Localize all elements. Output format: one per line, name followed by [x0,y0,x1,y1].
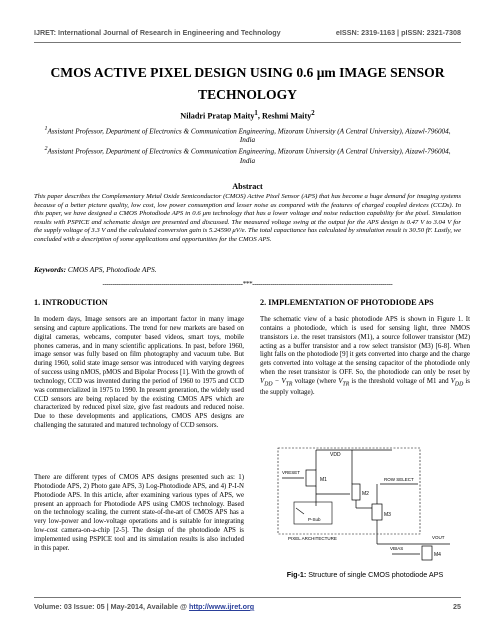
author-sep: , [257,111,262,121]
label-vbias: VBIAS [390,546,404,551]
label-m3: M3 [384,512,391,518]
pixel-boundary [278,448,420,534]
figure-caption [260,570,470,579]
section-2-paragraph-1: The schematic view of a basic photodiode APS is shown in Figure 1. It contains a photodiode, which is used for sensing light, three NMOS transistors i.e. the reset transistors (M1), a source follower transistor (M2) acting as a buffer transistor and a row select transistor (M3) [6-8]. When light falls on the photodiode [9] it gets converted into charge and the charge gets converted into voltage at the sensing capacitor of the photodiode only when the reset transistor is OFF. So, the photodiode can only be reset by $V_{DD} - V_{TR}$ voltage (where $V_{TR}$ is the threshold voltage of M1 and $V_{DD}$ is the supply voltage). [260,316,470,397]
abstract-heading: Abstract [232,182,263,191]
affiliation-2: $^2$Assistant Professor, Department of Electronics & Communication Engineering, Mizoram University (A Central University), Aizawl-796004, India [44,146,451,165]
running-header [34,28,461,37]
author-2-sup: 2 [311,110,315,117]
transistor-m1 [306,470,316,486]
section-1-paragraph-1: In modern days, Image sensors are an important factor in many image sensing and capture applications. The trend for new markets are based on digital cameras, webcams, computer based videos, smart toys, mobile phones cameras, and in many scientific applications. In past, before 1960, image sensor was fully based on film photography and vacuum tube. But during 1960, solid state image sensor was introduced with varying degrees of success using nMOS, pMOS and Bipolar Process [1]. With the growth of technology, CCD was invented during the period of 1960 to 1975 and CCD was commercialized in 1975 to 1990. In present generation, the widely used CCD sensors are being replaced by the existing CMOS APS which are characterized by reduced pixel size, give fast readouts and reduced noise. Due to these developments and applications, CMOS APS designs are challenging the saturated and matured technology of CCD sensors. [34,316,244,430]
author-2: Reshmi Maity [261,111,312,121]
label-m4: M4 [434,552,441,558]
label-m1: M1 [320,477,327,483]
section-1-heading: 1. INTRODUCTION [34,298,108,307]
affiliations [44,125,451,166]
label-pixel-architecture: PIXEL ARCHITECTURE [288,536,337,541]
figure-caption-text: Structure of single CMOS photodiode APS [306,570,444,579]
abstract-text: This paper describes the Complementary Metal Oxide Semiconductor (CMOS) Active Pixel Sensor (APS) that has become a huge demand for imaging systems because of a better picture quality, low cost, low power consumption and lesser noise as compared with the features of charged coupled devices (CCDs). In this paper, we have designed a CMOS Photodiode APS in 0.6 μm technology that has a lower voltage and noise reduction capability for the pixel. Simulation results with PSPICE and schematic design are presented and discussed. The measured voltage swing at the output for the APS design is 0.47 V to 3.04 V for the supply voltage of 3.3 V and the calculated conversion gain is 5.24590 μV/e. The total capacitance has calculated by simulation result is 30.50 fF. Lastly, we concluded with a description of some applications and opportunities for the CMOS APS. [34,193,461,243]
label-psub: P-Sub [308,517,321,522]
page-number: 25 [453,602,461,611]
label-vdd: VDD [330,452,341,458]
author-1-sup: 1 [254,110,258,117]
author-1: Niladri Pratap Maity [180,111,255,121]
keywords-text: CMOS APS, Photodiode APS. [66,265,157,274]
journal-name: IJRET: International Journal of Research in Engineering and Technology [34,28,281,37]
transistor-m2 [352,484,360,500]
label-vout: VOUT [432,535,445,540]
eq-v: V [260,377,265,385]
aps-schematic-figure [272,444,462,564]
light-arrow-icon [296,508,304,514]
section-separator: ---------------------------------------------------------------------***--------------------------------------------------------------------- [102,280,393,288]
volume-info: Volume: 03 Issue: 05 | May-2014, Available @ http://www.ijret.org [34,602,255,611]
keywords [34,265,157,274]
label-vreset: VRESET [282,470,301,475]
figure-label: Fig-1: [286,570,307,579]
footer-rule [34,597,461,598]
issn: eISSN: 2319-1163 | pISSN: 2321-7308 [335,28,461,37]
affiliation-1: $^1$Assistant Professor, Department of Electronics & Communication Engineering, Mizoram University (A Central University), Aizawl-796004, India [44,126,451,145]
header-rule [34,42,461,43]
transistor-m4 [422,546,432,560]
transistor-m3 [372,504,382,520]
section-1-paragraph-2: There are different types of CMOS APS designs presented such as: 1) Photodiode APS, 2) Photo gate APS, 3) Log-Photodiode APS, and 4) P-I-N Photodiode APS. In this article, after examining various types of APS, we present an approach for Photodiode APS using CMOS technology. Based on the technology scaling, the current state-of-the-art of CMOS APS has a very low-power and low-voltage operations and is suitable for integrating low-cost camera-on-a-chip [2-5]. The design of the photodiode APS is implemented using PSPICE tool and its simulation results is also included in this paper. [34,474,244,552]
label-row-select: ROW SELECT [384,477,414,482]
section-2-heading: 2. IMPLEMENTATION OF PHOTODIODE APS [260,298,434,307]
running-footer [34,602,461,611]
keywords-label: Keywords: [34,265,67,274]
label-m2: M2 [362,491,369,497]
paper-title: CMOS ACTIVE PIXEL DESIGN USING 0.6 μm IMAGE SENSOR TECHNOLOGY [50,65,445,102]
journal-link[interactable]: http://www.ijret.org [188,602,255,611]
author-line [40,110,455,121]
